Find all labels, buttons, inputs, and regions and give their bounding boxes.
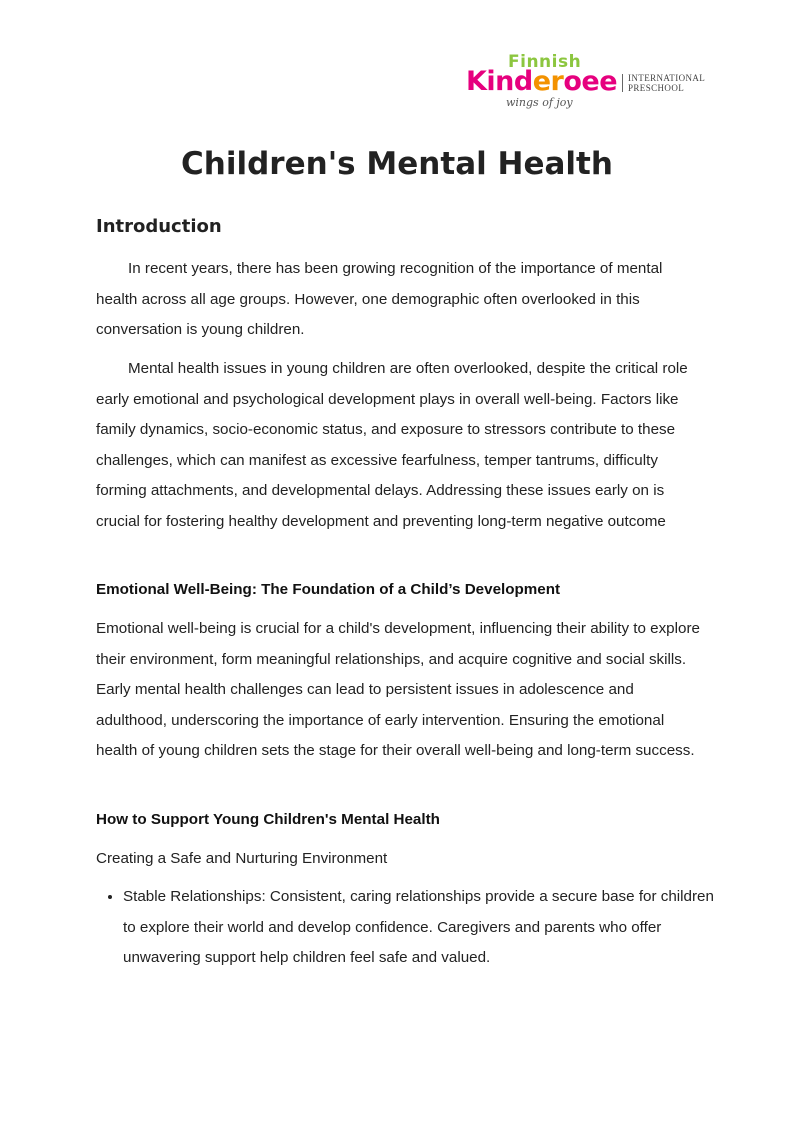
- school-logo: [466, 52, 706, 112]
- support-bullet-list: [96, 882, 727, 974]
- wellbeing-paragraph: Emotional well-being is crucial for a child's development, influencing their ability to explore their environment, form meaningful relationships, and acquire cognitive and social skills. Early mental health challenges can lead to persistent issues in adolescence and adulthood, underscoring the importance of early intervention. Ensuring the emotional health of young children sets the stage for their overall well-being and long-term success.: [96, 620, 700, 759]
- support-subheading: Creating a Safe and Nurturing Environment: [96, 850, 388, 867]
- page-title: Children's Mental Health: [181, 146, 613, 182]
- logo-tagline: wings of joy: [506, 96, 573, 109]
- logo-oee: oee: [563, 66, 618, 97]
- intro-paragraph-1: In recent years, there has been growing recognition of the importance of mental health across all age groups. However, one demographic often overlooked in this conversation is young children.: [96, 260, 663, 338]
- intro-heading: Introduction: [96, 216, 222, 237]
- logo-kinderoee: [466, 66, 617, 97]
- wellbeing-heading: Emotional Well-Being: The Foundation of a Child’s Development: [96, 581, 561, 598]
- logo-school-line1: INTERNATIONAL: [628, 73, 706, 83]
- logo-er: er: [532, 66, 564, 97]
- logo-school-name: [628, 73, 705, 93]
- list-item: • Stable Relationships: Consistent, caring relationships provide a secure base for children to explore their world and develop confidence. Caregivers and parents who offer unwavering support help children feel safe and valued.: [123, 882, 727, 974]
- support-heading: How to Support Young Children's Mental Health: [96, 811, 440, 828]
- logo-finnish: Finnish: [508, 52, 582, 72]
- logo-divider: [622, 74, 623, 92]
- logo-school-line2: PRESCHOOL: [628, 83, 685, 93]
- intro-paragraph-2: Mental health issues in young children are often overlooked, despite the critical role early emotional and psychological development plays in overall well-being. Factors like family dynamics, socio-economic status, and exposure to stressors contribute to these challenges, which can manifest as excessive fearfulness, temper tantrums, difficulty forming attachments, and developmental delays. Addressing these issues early on is crucial for fostering healthy development and preventing long-term negative outcome: [96, 360, 688, 530]
- logo-kind: Kind: [466, 66, 533, 97]
